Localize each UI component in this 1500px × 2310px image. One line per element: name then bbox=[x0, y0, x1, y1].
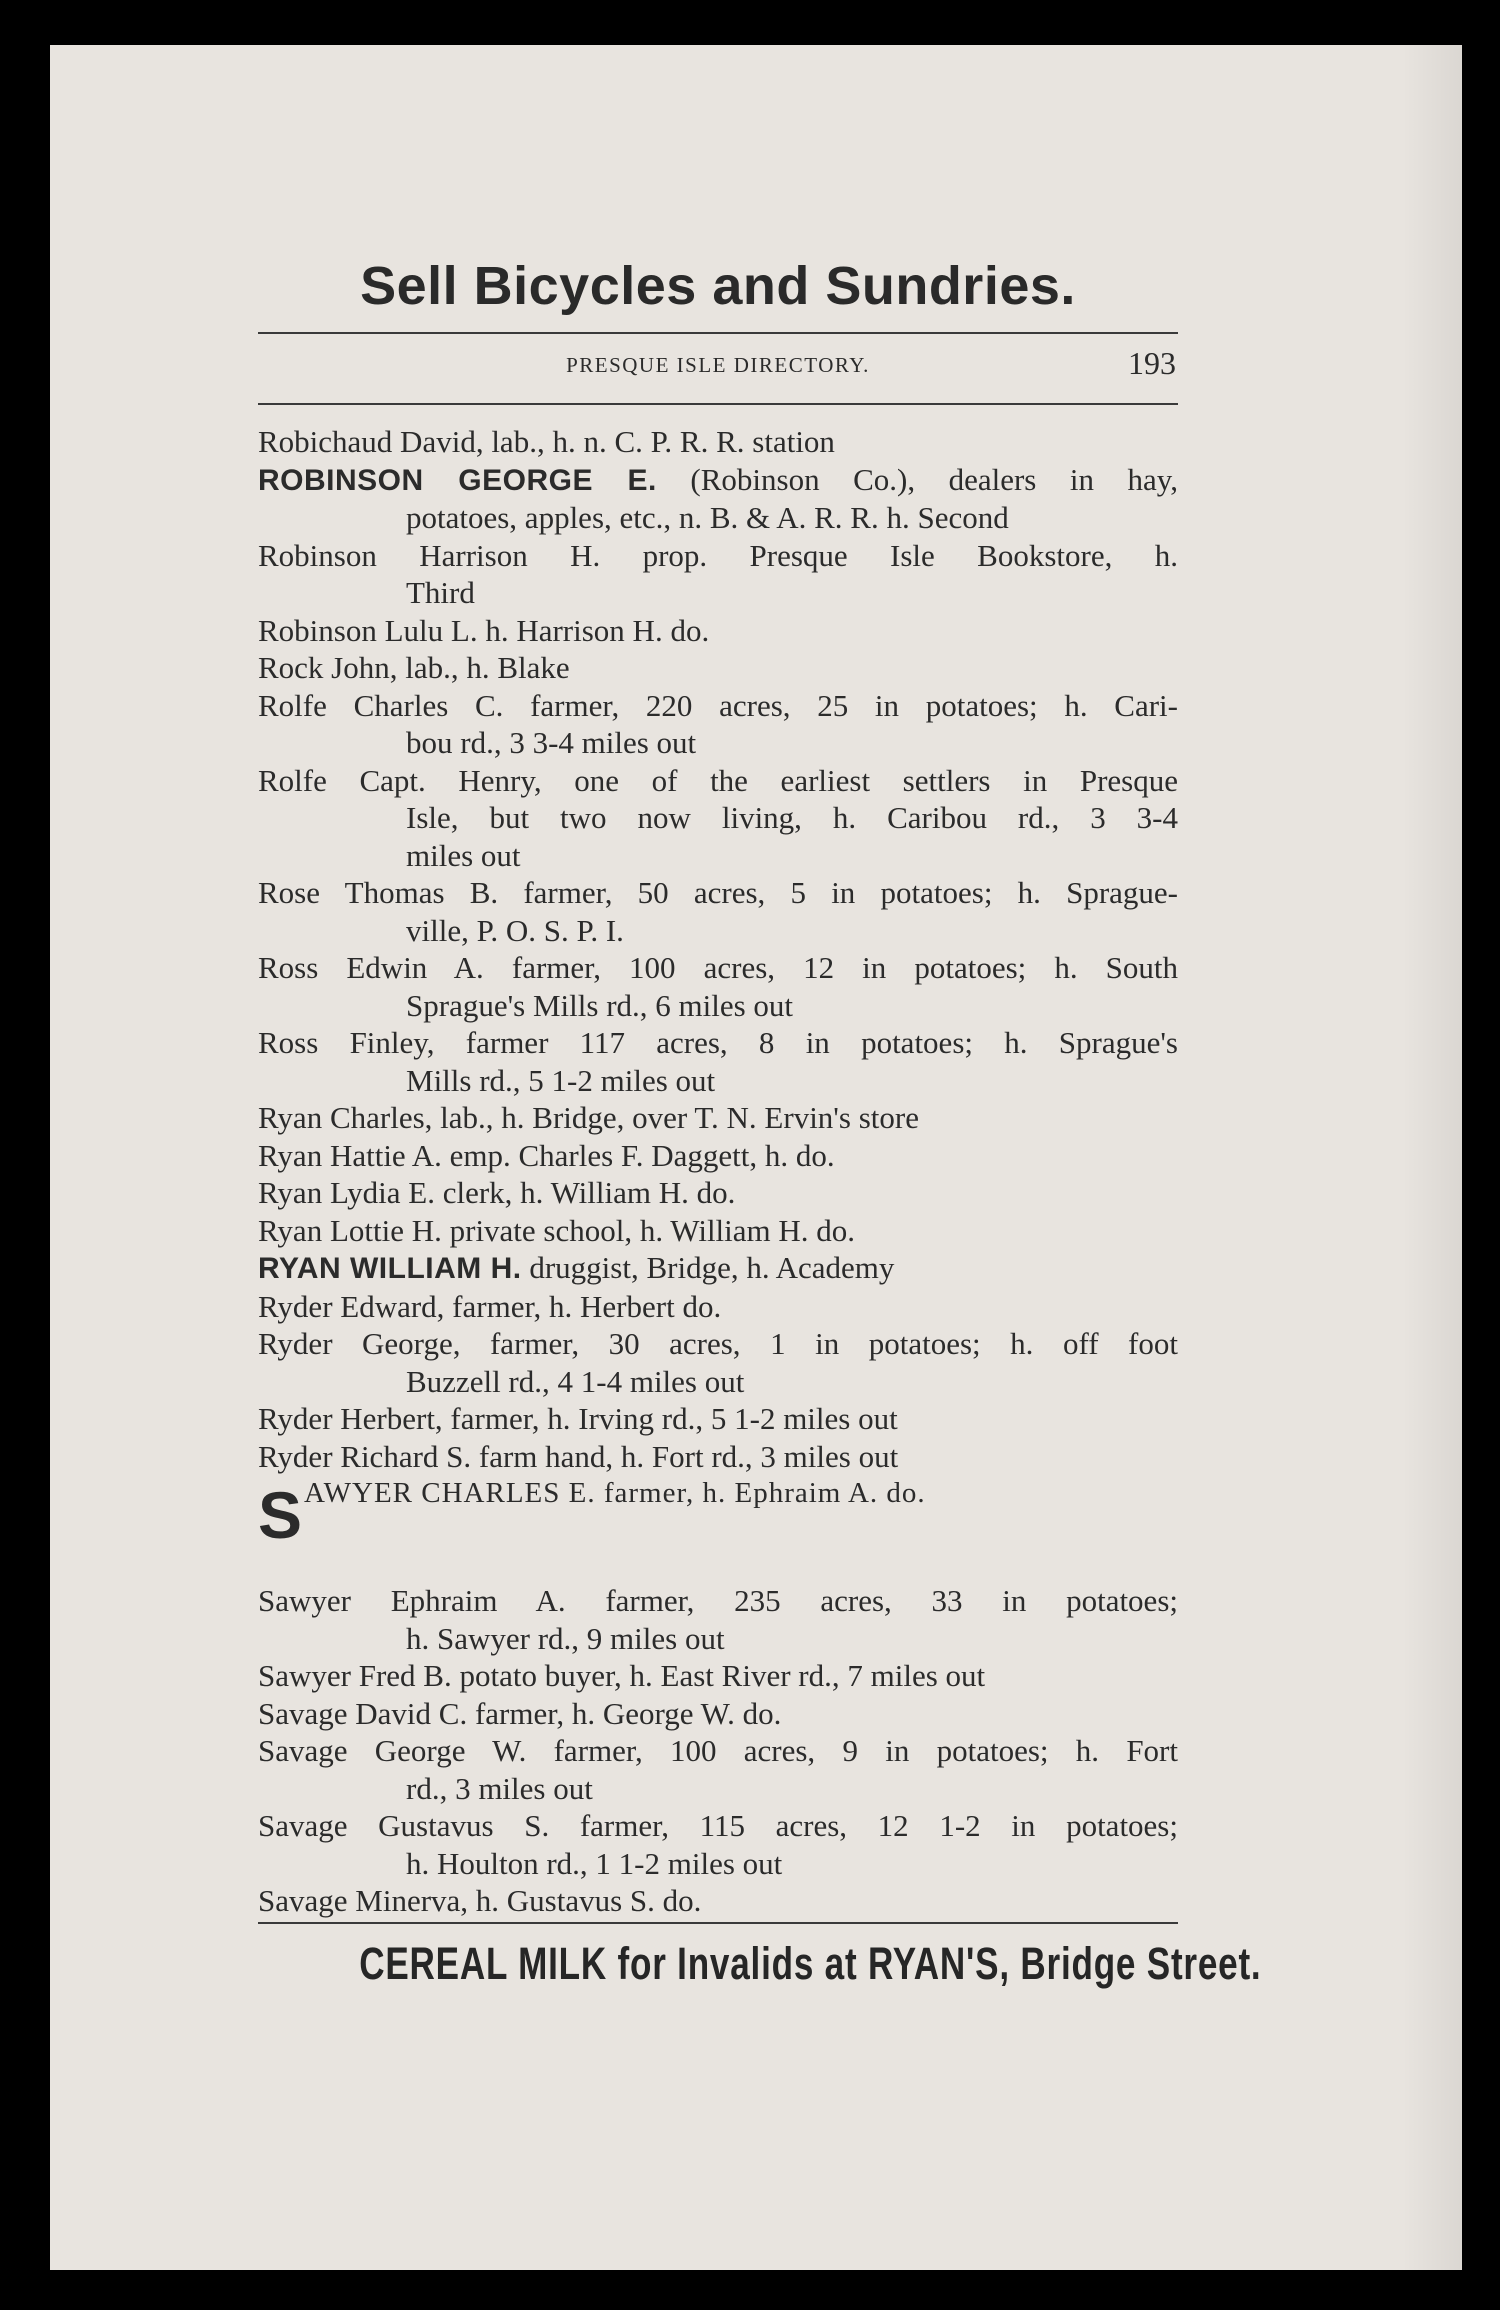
directory-entry bbox=[258, 874, 1178, 949]
entry-line: AWYER CHARLES E. farmer, h. Ephraim A. do. bbox=[304, 1477, 926, 1509]
entry-continuation-line: ville, P. O. S. P. I. bbox=[406, 912, 624, 948]
entry-line: Ryder Richard S. farm hand, h. Fort rd., 3 miles out bbox=[258, 1438, 899, 1474]
directory-entry bbox=[258, 423, 1178, 461]
directory-entry bbox=[258, 1732, 1178, 1807]
entry-bold-name: RYAN WILLIAM H. bbox=[258, 1252, 522, 1285]
header-rule bbox=[258, 403, 1178, 405]
entry-line: Ryder George, farmer, 30 acres, 1 in potatoes; h. off foot bbox=[258, 1326, 1178, 1361]
directory-entry bbox=[258, 1325, 1178, 1400]
entry-line: Ross Finley, farmer 117 acres, 8 in potatoes; h. Sprague's bbox=[258, 1025, 1178, 1060]
entry-line bbox=[258, 1249, 1178, 1288]
directory-entry bbox=[258, 687, 1178, 762]
directory-entry bbox=[258, 1657, 1178, 1695]
bottom-advertisement-banner: CEREAL MILK for Invalids at RYAN'S, Bridge Street. bbox=[359, 1938, 1262, 1989]
running-title: PRESQUE ISLE DIRECTORY. bbox=[566, 353, 870, 377]
directory-entry bbox=[258, 1099, 1178, 1137]
entry-continuation-line: potatoes, apples, etc., n. B. & A. R. R. h. Second bbox=[406, 500, 1009, 535]
entry-line: Ryder Herbert, farmer, h. Irving rd., 5 1-2 miles out bbox=[258, 1401, 898, 1436]
directory-entry bbox=[258, 1024, 1178, 1099]
entry-line: Ryan Charles, lab., h. Bridge, over T. N. Ervin's store bbox=[258, 1100, 919, 1135]
directory-entry bbox=[258, 649, 1178, 687]
directory-entry bbox=[258, 537, 1178, 612]
entry-line: Robichaud David, lab., h. n. C. P. R. R. station bbox=[258, 424, 835, 459]
directory-entry bbox=[258, 1249, 1178, 1288]
directory-entry bbox=[258, 1137, 1178, 1175]
directory-entry bbox=[258, 612, 1178, 650]
entry-line: Ryan Lydia E. clerk, h. William H. do. bbox=[258, 1175, 736, 1210]
entry-continuation-line: miles out bbox=[406, 837, 521, 873]
directory-entry bbox=[258, 949, 1178, 1024]
page-number: 193 bbox=[1128, 345, 1176, 381]
directory-entry bbox=[258, 1174, 1178, 1212]
entry-line: Ryan Hattie A. emp. Charles F. Daggett, h. do. bbox=[258, 1137, 835, 1173]
entry-line: Savage David C. farmer, h. George W. do. bbox=[258, 1695, 782, 1731]
entry-line: Robinson Harrison H. prop. Presque Isle Bookstore, h. bbox=[258, 537, 1178, 573]
entry-continuation-line: rd., 3 miles out bbox=[406, 1770, 593, 1806]
directory-entry bbox=[258, 762, 1178, 875]
entry-line: Savage Minerva, h. Gustavus S. do. bbox=[258, 1883, 702, 1918]
top-advertisement-banner: Sell Bicycles and Sundries. bbox=[360, 256, 1076, 316]
entry-continuation-line: h. Houlton rd., 1 1-2 miles out bbox=[406, 1845, 783, 1881]
drop-cap-letter: S bbox=[258, 1478, 303, 1552]
entry-line: Sawyer Ephraim A. farmer, 235 acres, 33 in potatoes; bbox=[258, 1583, 1178, 1618]
entry-line: Ross Edwin A. farmer, 100 acres, 12 in potatoes; h. South bbox=[258, 950, 1178, 985]
directory-entry bbox=[258, 1582, 1178, 1657]
entry-text: (Robinson Co.), dealers in hay, bbox=[656, 461, 1178, 497]
directory-entry bbox=[258, 1882, 1178, 1920]
entry-line: Sawyer Fred B. potato buyer, h. East River rd., 7 miles out bbox=[258, 1658, 986, 1693]
entry-continuation-line: Third bbox=[406, 575, 475, 610]
directory-entry bbox=[258, 461, 1178, 537]
entry-continuation-line: bou rd., 3 3-4 miles out bbox=[406, 725, 697, 760]
entry-line: Ryder Edward, farmer, h. Herbert do. bbox=[258, 1288, 722, 1324]
entry-line bbox=[258, 461, 1178, 500]
entry-continuation-line: Mills rd., 5 1-2 miles out bbox=[406, 1062, 716, 1098]
directory-entry bbox=[258, 1807, 1178, 1882]
entry-line: Ryan Lottie H. private school, h. William H. do. bbox=[258, 1212, 856, 1248]
top-rule bbox=[258, 332, 1178, 334]
directory-entry bbox=[258, 1212, 1178, 1250]
directory-entry bbox=[258, 1475, 1178, 1552]
drop-cap-spacer bbox=[258, 1545, 1178, 1582]
entry-line: Rolfe Charles C. farmer, 220 acres, 25 in potatoes; h. Cari- bbox=[258, 687, 1178, 723]
directory-entry bbox=[258, 1695, 1178, 1733]
directory-entry bbox=[258, 1438, 1178, 1476]
entry-bold-name: ROBINSON GEORGE E. bbox=[258, 463, 657, 497]
entry-line: Savage Gustavus S. farmer, 115 acres, 12 1-2 in potatoes; bbox=[258, 1808, 1178, 1843]
entry-text: druggist, Bridge, h. Academy bbox=[521, 1250, 895, 1285]
directory-entry bbox=[258, 1288, 1178, 1326]
entry-continuation-line: Sprague's Mills rd., 6 miles out bbox=[406, 987, 794, 1023]
directory-entries bbox=[258, 423, 1178, 1920]
entry-continuation-line: h. Sawyer rd., 9 miles out bbox=[406, 1620, 725, 1656]
entry-continuation-line: Isle, but two now living, h. Caribou rd., 3 3-4 bbox=[406, 800, 1178, 835]
entry-line: Rolfe Capt. Henry, one of the earliest settlers in Presque bbox=[258, 762, 1178, 798]
entry-line: Rock John, lab., h. Blake bbox=[258, 650, 570, 685]
running-head bbox=[258, 345, 1178, 385]
entry-line: Savage George W. farmer, 100 acres, 9 in potatoes; h. Fort bbox=[258, 1733, 1178, 1768]
entry-continuation-line: Buzzell rd., 4 1-4 miles out bbox=[406, 1363, 745, 1399]
entry-line: Robinson Lulu L. h. Harrison H. do. bbox=[258, 612, 710, 648]
entry-line: Rose Thomas B. farmer, 50 acres, 5 in potatoes; h. Sprague- bbox=[258, 875, 1178, 910]
directory-page bbox=[50, 45, 1462, 2270]
directory-entry bbox=[258, 1400, 1178, 1438]
bottom-rule bbox=[258, 1922, 1178, 1924]
